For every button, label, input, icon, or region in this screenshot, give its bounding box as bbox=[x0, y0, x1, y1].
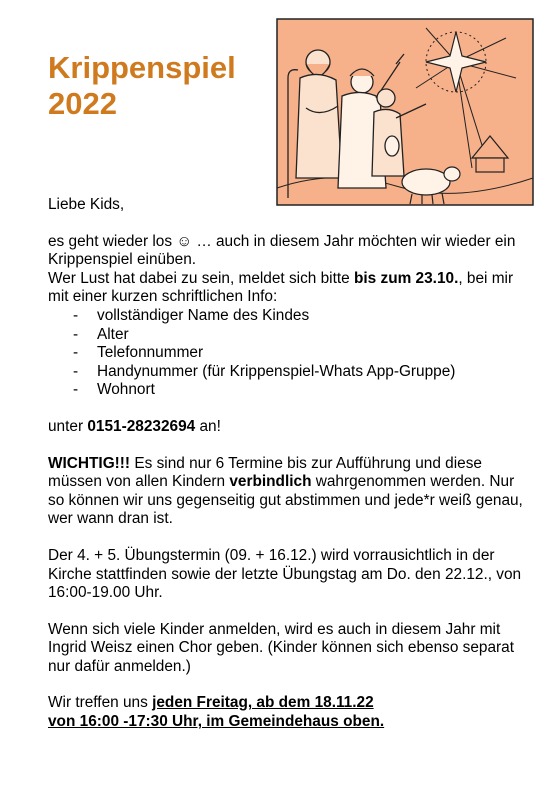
page-title bbox=[48, 50, 236, 122]
signup-post: , bei mir mit einer kurzen schriftlichen Info: bbox=[48, 269, 514, 306]
nativity-shepherds-star-illustration bbox=[276, 18, 534, 206]
phone-pre: unter bbox=[48, 417, 88, 435]
meeting-paragraph bbox=[48, 694, 528, 731]
list-item: - Handynummer (für Krippenspiel-Whats App-Gruppe) bbox=[48, 363, 528, 382]
meet-where: von 16:00 -17:30 Uhr, im Gemeindehaus oben. bbox=[48, 713, 385, 731]
signup-paragraph bbox=[48, 270, 528, 307]
info-list bbox=[48, 307, 528, 400]
list-item: - vollständiger Name des Kindes bbox=[48, 307, 528, 326]
title-line-2: 2022 bbox=[48, 86, 117, 121]
choir-paragraph: Wenn sich viele Kinder anmelden, wird es auch in diesem Jahr mit Ingrid Weisz einen Chor geben. (Kinder können sich ebenso separat nur dafür anmelden.) bbox=[48, 620, 514, 675]
list-item: - Telefonnummer bbox=[48, 344, 528, 363]
phone-paragraph bbox=[48, 418, 528, 437]
important-text-2: wahrgenommen werden. Nur so können wir uns gegenseitig gut abstimmen und jede*r weiß genau, wer wann dran ist. bbox=[48, 473, 523, 528]
list-item: - Wohnort bbox=[48, 381, 528, 400]
title-line-1: Krippenspiel bbox=[48, 50, 236, 85]
intro-text: es geht wieder los ☺ … auch in diesem Jahr möchten wir wieder ein Krippenspiel einüben. bbox=[48, 232, 516, 269]
signup-deadline: bis zum 23.10. bbox=[353, 269, 459, 287]
important-bold: verbindlich bbox=[229, 473, 312, 491]
important-text-1: Es sind nur 6 Termine bis zur Aufführung und diese müssen von allen Kindern bbox=[48, 454, 482, 491]
important-label: WICHTIG!!! bbox=[48, 454, 131, 472]
intro-paragraph bbox=[48, 233, 528, 270]
phone-post: an! bbox=[195, 417, 221, 435]
greeting: Liebe Kids, bbox=[48, 196, 125, 213]
meet-when: jeden Freitag, ab dem 18.11.22 bbox=[152, 694, 374, 712]
letter-body bbox=[48, 196, 528, 732]
meet-pre: Wir treffen uns bbox=[48, 694, 153, 712]
list-item: - Alter bbox=[48, 326, 528, 345]
signup-pre: Wer Lust hat dabei zu sein, meldet sich bitte bbox=[48, 269, 354, 287]
phone-number: 0151-28232694 bbox=[87, 417, 196, 435]
schedule-paragraph: Der 4. + 5. Übungstermin (09. + 16.12.) wird vorrausichtlich in der Kirche stattfinden sowie der letzte Übungstag am Do. den 22.12., von 16:00-19.00 Uhr. bbox=[48, 546, 522, 602]
important-paragraph bbox=[48, 455, 528, 529]
